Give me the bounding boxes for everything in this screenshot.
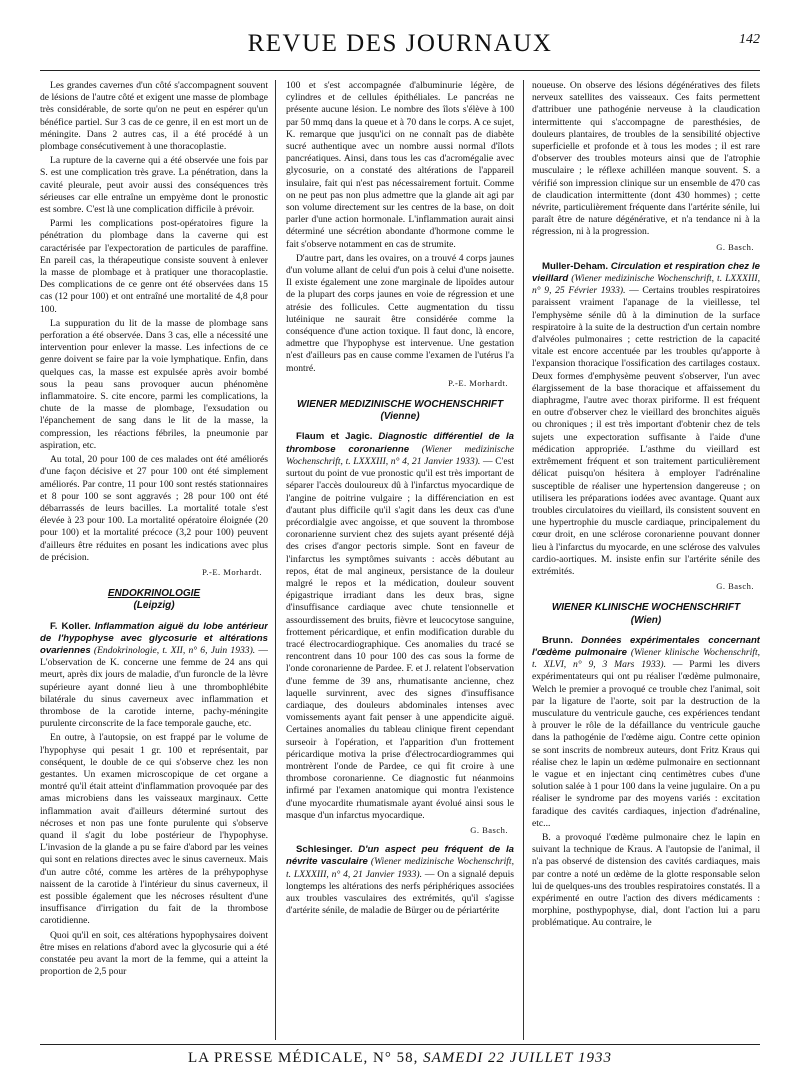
signature: G. Basch. xyxy=(470,824,508,835)
paragraph: Parmi les complications post-opératoires figure la pénétration du plombage dans la caverne qui est caractérisée par l'expectoration de particules de paraffine. En pareil cas, la thérapeutique consiste souvent à enlever la masse de plombage et à pratiquer une thoracoplastie. Des complications de ce genre ont été observées dans 15 cas (12 pour 100) et ont entraîné une mortalité de 4,8 pour 100. xyxy=(40,218,268,315)
article-title: D'un aspect peu fréquent de la névrite vasculaire xyxy=(286,844,514,868)
article-author: Flaum et Jagic. xyxy=(296,431,373,443)
article-author: Muller-Deham. xyxy=(542,260,609,272)
column-divider xyxy=(275,80,276,1040)
article-text: — On a signalé depuis longtemps les altérations des nerfs périphériques associées aux troubles vasculaires des extrémités, qu'il s'agisse d'artérite sénile, de maladie de Bürger ou de périartérite xyxy=(286,868,514,917)
paragraph: D'autre part, dans les ovaires, on a trouvé 4 corps jaunes d'un volume allant de celui d'un pois à celui d'une noisette. Il existe également une zone marginale de lipoïdes autour de la plupart des corps jaunes en voie de régression et une atrésie des follicules. Cette augmentation du tissu lutéinique ne saurait être considérée comme la conséquence d'une action toxique. Il faut donc, là encore, admettre que l'hypophyse est intervenue. Une gestation n'est d'ailleurs pas en cause comme l'examen de l'utérus l'a montré. xyxy=(286,252,514,374)
article-entry xyxy=(532,261,760,578)
signature: G. Basch. xyxy=(716,241,754,252)
section-title: WIENER MEDIZINISCHE WOCHENSCHRIFT xyxy=(296,399,504,411)
section-place: (Leipzig) xyxy=(133,600,175,612)
footer-rule xyxy=(40,1044,760,1045)
header-rule xyxy=(40,70,760,71)
article-title: Données expérimentales concernant l'œdème pulmonaire xyxy=(532,634,760,658)
column-1 xyxy=(40,80,268,1040)
footer-journal: LA PRESSE MÉDICALE, N° 58, xyxy=(188,1050,419,1066)
article-entry xyxy=(286,844,514,917)
paragraph: La rupture de la caverne qui a été observée une fois par S. est une complication très grave. La pénétration, dans la cavité pleurale, peut avoir aussi des conséquences très sérieuses car elle entraîne un empyème dont le pronostic est sombre. C'est là une complication difficile à prévoir. xyxy=(40,155,268,216)
paragraph: 100 et s'est accompagnée d'albuminurie légère, de cylindres et de cellules épithéliales. Le pancréas ne présente aucune lésion. Le nombre des îlots s'élève à 100 par 50 mmq dans la queue et à 70 dans le corps. A ce sujet, K. remarque que jusqu'ici on ne connaît pas de diabète sucré authentique avec un nombre aussi normal d'îlots pancréatiques. Ainsi, dans tous les cas d'acromégalie avec glycosurie, on a constaté des altérations de l'appareil insulaire, fait qui n'est pas nécessairement fortuit. Comme on ne peut pas non plus admettre que la glande ait agi par son volume directement sur les centres de la base, on doit parler d'une action hormonale. L'inflammation aurait ainsi déterminé une sécrétion abondante d'hormone comme le fait s'observe notamment en cas de strumite. xyxy=(286,80,514,250)
signature: G. Basch. xyxy=(716,581,754,592)
article-citation: (Wiener medizinische Wochenschrift, t. LXXXIII, n° 4, 21 Janvier 1933). xyxy=(286,443,514,467)
paragraph: Quoi qu'il en soit, ces altérations hypophysaires doivent être mises en relations d'abord avec la glycosurie qui a été constatée peu avant la mort de la femme, qui a atteint la proportion de 2,5 pour xyxy=(40,929,268,978)
page-number: 142 xyxy=(739,32,760,47)
article-author: Schlesinger. xyxy=(296,844,353,856)
paragraph: Au total, 20 pour 100 de ces malades ont été améliorés d'une façon décisive et 27 pour 100 ont été simplement améliorés. Par contre, 11 pour 100 sont restés stationnaires et 8 pour 100 se sont aggravés ; 28 pour 100 ont été débarrassés de leurs bacilles. La mortalité totale s'est élevée à 23 pour 100. La mortalité opératoire éloignée (20 pour 100) et la mortalité précoce (3,2 pour 100) peuvent d'ailleurs être réduites en posant les indications avec plus de précision. xyxy=(40,454,268,563)
article-entry xyxy=(40,621,268,731)
article-title: Diagnostic différentiel de la thrombose coronarienne xyxy=(286,431,514,455)
article-citation: (Wiener klinische Wochenschrift, t. XLVI, n° 9, 3 Mars 1933). xyxy=(532,646,760,671)
paragraph: noueuse. On observe des lésions dégénératives des filets nerveux satellites des vaisseaux. Ces faits permettent d'attribuer une pathogénie nerveuse à la claudication intermittente qui s'accompagne de paresthésies, de douleurs plantaires, de troubles de la sensibilité objective superficielle et profonde et à tous les modes ; il est rare d'observer des troubles moteurs ainsi que de l'atrophie musculaire ; le réflexe achilléen manque souvent. S. a vérifié son impression clinique sur un ensemble de 470 cas de claudication intermittente (dont 430 hommes) ; cette névrite, particulièrement fréquente dans l'artérite sénile, lui paraît être de nature dégénérative, et n'a tendance ni à la régression, ni à la progression. xyxy=(532,80,760,238)
article-entry xyxy=(532,635,760,830)
article-title: Circulation et respiration chez le vieillard xyxy=(532,260,760,285)
section-place: (Wien) xyxy=(630,614,662,626)
page-footer xyxy=(40,1050,760,1067)
article-entry xyxy=(286,431,514,822)
footer-date: SAMEDI 22 JUILLET 1933 xyxy=(423,1050,612,1066)
article-text: — L'observation de K. concerne une femme de 24 ans qui meurt, après dix jours de maladie, d'un furoncle de la lèvre supérieure ayant donné lieu à une thrombophlébite bilatérale du sinus caverneux avec inflammation et thrombose de la carotide interne, pachy-méningite purulente circonscrite de la face temporale gauche, etc. xyxy=(40,644,268,730)
article-text: — C'est surtout du point de vue pronostic qu'il est très important de séparer l'accès douloureux dû à l'infarctus myocardique de l'angine de poitrine vulgaire ; la différenciation en est d'autant plus difficile qu'il s'agit dans les deux cas d'une précordialgie avec angoisse, et que souvent la thrombose coronarienne survient chez des sujets ayant présenté déjà des crises d'angor pectoris simple. Sont en faveur de l'infarctus les symptômes suivants : accès débutant au repos, état de mal angineux, persistance de la douleur malgré le repos et la médication, douleur souvent épigastrique irradiant dans les deux bras, signe d'insuffisance cardiaque avec chute tensionnelle et assourdissement des bruits, fièvre et leucocytose sanguine, frottement péricardique, et enfin modification durable du tracé électrocardiographique. Ces anomalies du tracé se rencontrent dans 10 pour 100 des cas sous la forme de l'onde coronarienne de Pardee. F. et J. relatent l'observation d'une femme de 39 ans, rhumatisante ancienne, chez laquelle survinrent, avec des signes d'insuffisance cardiaque, des douleurs abdominales intenses avec vomissements ayant fait penser à une appendicite aiguë. Certaines anomalies du tableau clinique firent cependant surseoir à l'opération, et l'apparition d'un frottement péricardique motiva la prise d'électrocardiogrammes qui montrèrent l'onde de Pardee, ce qui fit croire à une thrombose coronarienne. Ce diagnostic fut néanmoins infirmé par l'examen anatomique qui montra l'existence d'une myocardite rhumatismale ayant évolué ainsi sous le masque d'un infarctus myocardique. xyxy=(286,455,514,821)
article-author: Brunn. xyxy=(542,634,573,646)
column-divider xyxy=(523,80,524,1040)
paragraph: En outre, à l'autopsie, on est frappé par le volume de l'hypophyse qui pesait 1 gr. 100 et représentait, par conséquent, le double de ce qui s'observe chez les non gestantes. Un examen microscopique de cet organe a montré qu'il était atteint d'inflammation provoquée par des amas microbiens dans les vaisseaux marginaux. Cette inflammation avait d'ailleurs déterminé surtout des nécroses et non pas une fonte purulente qui s'observe quand il s'agit du lobe postérieur de l'hypophyse. L'invasion de la glande a pu se faire d'abord par les veines qui sont en relations directes avec le sinus caverneux. Mais d'un autre côté, comme les artères de la préhypophyse naissent de la carotide à l'intérieur du sinus caverneux, il est possible également que les nécroses résultent d'une insuffisance d'irrigation du fait de la thrombose carotidienne. xyxy=(40,732,268,927)
article-author: F. Koller. xyxy=(50,620,91,632)
article-citation: (Wiener medizinische Wochenschrift, t. LXXXIII, n° 4, 21 Janvier 1933). xyxy=(286,856,514,880)
section-title: WIENER KLINISCHE WOCHENSCHRIFT xyxy=(551,602,741,614)
column-3 xyxy=(532,80,760,1040)
page-header xyxy=(40,28,760,68)
paragraph: B. a provoqué l'œdème pulmonaire chez le lapin en suivant la technique de Kraus. A l'autopsie de l'animal, il n'a pas observé de distension des cavités cardiaques, mais par contre a noté un œdème de la glotte responsable selon lui de quelques-uns des troubles respiratoires constatés. Il a expérimenté en outre l'action des divers médicaments : morphine, posthypophyse, dial, dont l'action lui a paru problématique. Au contraire, le xyxy=(532,831,760,929)
section-title: ENDOKRINOLOGIE xyxy=(107,588,201,600)
article-title: Inflammation aiguë du lobe antérieur de l'hypophyse avec glycosurie et altérations ovariennes xyxy=(40,620,268,656)
article-citation: (Wiener medizinische Wochenschrift, t. LXXXIII, n° 9, 25 Février 1933). xyxy=(532,273,760,297)
section-place: (Vienne) xyxy=(380,411,420,423)
article-text: — Parmi les divers expérimentateurs qui ont pu réaliser l'œdème pulmonaire, Welch le premier a provoqué ce trouble chez l'animal, soit par la ligature de l'aorte, soit par la destruction de la musculature du ventricule gauche, ces expériences tendant à prouver le rôle de la défaillance du ventricule gauche dans la pathogénie de l'œdème aigu. Contre cette opinion se sont inscrits de nombreux auteurs, dont Fritz Kraus qui réalise chez le lapin un œdème pulmonaire en sectionnant le vague et en injectant cinq centimètres cubes d'une solution salée à 1 pour 100 dans la veine jugulaire. On a pu réaliser le syndrome par des moyens variés : excitation faradique des cavités cardiaques, injection d'adrénaline, etc... xyxy=(532,659,760,829)
article-citation: (Endokrinologie, t. XII, n° 6, Juin 1933). xyxy=(93,644,256,656)
journal-section-title: REVUE DES JOURNAUX xyxy=(247,30,553,57)
paragraph: La suppuration du lit de la masse de plombage sans perforation a été observée. Dans 3 cas, elle a nécessité une intervention pour enlever la masse. Les infections de ce genre doivent se faire par la voie lymphatique. Enfin, dans quelques cas, la masse est expulsée après avoir bombé sous la peau sans provoquer aucun phénomène inflammatoire. S. cite encore, parmi les complications, la chute de la masse de plombage, l'exsudation ou l'épanchement de sang dans le lit de la masse, la compression, les réactions fébriles, la pneumonie par aspiration, etc. xyxy=(40,317,268,451)
article-text: — Certains troubles respiratoires paraissent vraiment l'apanage de la vieillesse, tel l'emphysème sénile dû à la diminution de la surface respiratoire à la suite de la destruction d'un certain nombre d'alvéoles pulmonaires ; cette restriction de la capacité vitale est encore accentuée par les troubles qu'apporte à l'expansion thoracique l'ossification des cartilages costaux. Deux formes d'emphysème peuvent s'observer, l'un avec élargissement de la base thoracique et affaissement du diaphragme, l'autre avec thorax piriforme. Il est fréquent en outre d'observer chez le vieillard des bronchites aiguës ou chroniques ; il est très important d'obtenir chez de tels sujets une expectoration suffisante à l'aide d'une médication appropriée. L'asthme du vieillard est extrêmement fréquent et son traitement particulièrement délicat puisqu'on hésitera à employer l'adrénaline susceptible de réaliser une hypertension dangereuse ; on utilisera les préparations iodées avec avantage. Quant aux troubles circulatoires du vieillard, ils consistent souvent en une hypertrophie du muscle cardiaque, principalement du cœur droit, en une sclérose coronarienne pouvant donner lieu à l'infarctus du myocarde, en une sclérose des valvules cardio-aortiques. M. insiste enfin sur l'artérite sénile des extrémités. xyxy=(532,285,760,577)
signature: P.-E. Morhardt. xyxy=(448,377,508,388)
paragraph: Les grandes cavernes d'un côté s'accompagnent souvent de lésions de l'autre côté et exigent une masse de plombage très considérable, de sorte qu'on ne peut en espérer qu'un bénéfice partiel. Sur 3 cas de ce genre, il en est mort un de méningite. Dans 2 autres cas, il a été procédé à un plombage consécutivement à une thoracoplastie. xyxy=(40,80,268,153)
signature: P.-E. Morhardt. xyxy=(202,566,262,577)
column-2 xyxy=(286,80,514,1040)
